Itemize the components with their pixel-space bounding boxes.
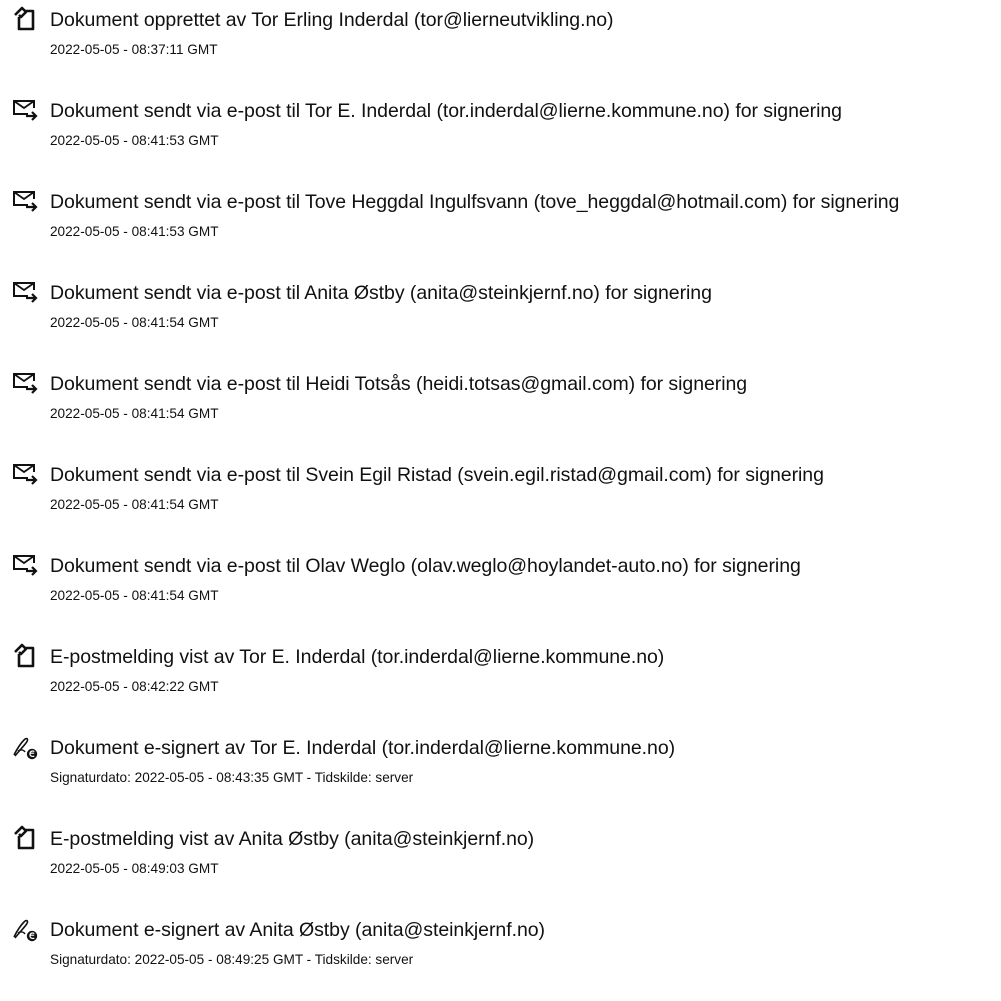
email-viewed-icon — [12, 825, 38, 851]
entry-title: E-postmelding vist av Anita Østby (anita@steinkjernf.no) — [50, 828, 535, 850]
log-entry — [12, 273, 997, 364]
log-entry — [12, 546, 997, 637]
log-entry — [12, 0, 997, 91]
entry-title: Dokument sendt via e-post til Tor E. Inderdal (tor.inderdal@lierne.kommune.no) for signering — [50, 100, 842, 122]
email-sent-icon — [12, 552, 38, 578]
email-sent-icon — [12, 279, 38, 305]
entry-timestamp: 2022-05-05 - 08:41:53 GMT — [50, 224, 219, 239]
log-entry — [12, 182, 997, 273]
email-viewed-icon — [12, 643, 38, 669]
log-entry — [12, 91, 997, 182]
log-entry — [12, 637, 997, 728]
entry-title: Dokument e-signert av Tor E. Inderdal (tor.inderdal@lierne.kommune.no) — [50, 737, 676, 759]
entry-timestamp: 2022-05-05 - 08:41:53 GMT — [50, 133, 219, 148]
entry-timestamp: 2022-05-05 - 08:42:22 GMT — [50, 679, 219, 694]
document-created-icon — [12, 6, 38, 32]
entry-timestamp: 2022-05-05 - 08:49:03 GMT — [50, 861, 219, 876]
entry-timestamp: Signaturdato: 2022-05-05 - 08:43:35 GMT - Tidskilde: server — [50, 770, 414, 785]
entry-timestamp: 2022-05-05 - 08:37:11 GMT — [50, 42, 218, 57]
log-entry — [12, 819, 997, 910]
log-entry — [12, 728, 997, 819]
log-entry — [12, 364, 997, 455]
entry-title: Dokument opprettet av Tor Erling Inderdal (tor@lierneutvikling.no) — [50, 9, 614, 31]
email-sent-icon — [12, 97, 38, 123]
e-signature-icon — [12, 916, 38, 942]
entry-title: E-postmelding vist av Tor E. Inderdal (tor.inderdal@lierne.kommune.no) — [50, 646, 665, 668]
email-sent-icon — [12, 188, 38, 214]
email-sent-icon — [12, 370, 38, 396]
entry-title: Dokument sendt via e-post til Heidi Totsås (heidi.totsas@gmail.com) for signering — [50, 373, 748, 395]
entry-title: Dokument sendt via e-post til Olav Weglo (olav.weglo@hoylandet-auto.no) for signering — [50, 555, 801, 577]
entry-title: Dokument sendt via e-post til Anita Østby (anita@steinkjernf.no) for signering — [50, 282, 712, 304]
entry-title: Dokument sendt via e-post til Tove Heggdal Ingulfsvann (tove_heggdal@hotmail.com) for signering — [50, 191, 900, 213]
entry-timestamp: 2022-05-05 - 08:41:54 GMT — [50, 588, 219, 603]
audit-log — [12, 0, 997, 1001]
entry-timestamp: 2022-05-05 - 08:41:54 GMT — [50, 497, 219, 512]
entry-title: Dokument e-signert av Anita Østby (anita@steinkjernf.no) — [50, 919, 545, 941]
entry-title: Dokument sendt via e-post til Svein Egil Ristad (svein.egil.ristad@gmail.com) for signering — [50, 464, 824, 486]
email-sent-icon — [12, 461, 38, 487]
log-entry — [12, 455, 997, 546]
entry-timestamp: Signaturdato: 2022-05-05 - 08:49:25 GMT - Tidskilde: server — [50, 952, 414, 967]
entry-timestamp: 2022-05-05 - 08:41:54 GMT — [50, 315, 219, 330]
log-entry — [12, 910, 997, 1001]
entry-timestamp: 2022-05-05 - 08:41:54 GMT — [50, 406, 219, 421]
e-signature-icon — [12, 734, 38, 760]
